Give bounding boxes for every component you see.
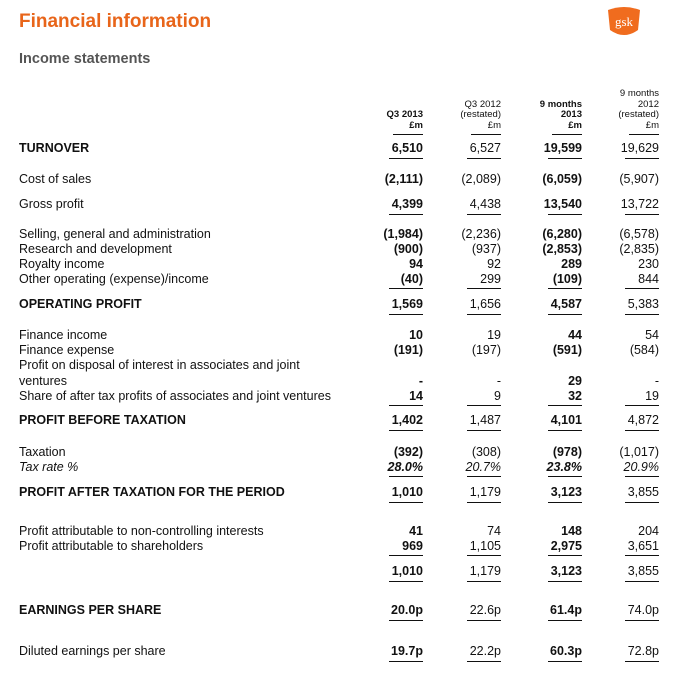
cell-value: 20.9% [623, 460, 659, 474]
cell-value: 3,651 [627, 539, 659, 553]
cell-value: 5,383 [627, 297, 659, 311]
cell-value: 4,438 [469, 197, 501, 211]
subtotal-rule [467, 405, 501, 406]
cell-value: 1,487 [469, 413, 501, 427]
total-rule [389, 314, 423, 315]
subtotal-rule [389, 288, 423, 289]
cell-value: 299 [480, 272, 501, 286]
total-rule [389, 620, 423, 621]
row-label: EARNINGS PER SHARE [19, 603, 162, 617]
total-rule [548, 502, 582, 503]
total-rule [625, 430, 659, 431]
column-header [439, 100, 501, 132]
row-label: Research and development [19, 242, 172, 256]
column-header-line: £m [409, 119, 423, 131]
cell-value: (900) [393, 242, 423, 256]
column-header-line: 2013 [560, 109, 582, 120]
subtotal-rule [389, 405, 423, 406]
cell-value: (6,578) [619, 227, 659, 241]
cell-value: 60.3p [550, 644, 582, 658]
cell-value: 14 [409, 389, 423, 403]
subtotal-rule [467, 476, 501, 477]
subtotal-rule [625, 555, 659, 556]
subtotal-rule [548, 555, 582, 556]
cell-value: - [418, 374, 423, 388]
total-rule [467, 581, 501, 582]
row-label: Finance income [19, 328, 108, 342]
cell-value: 92 [487, 257, 501, 271]
cell-value: 4,872 [627, 413, 659, 427]
cell-value: (937) [471, 242, 501, 256]
subtotal-rule [625, 288, 659, 289]
cell-value: 1,656 [469, 297, 501, 311]
cell-value: 74 [487, 524, 501, 538]
cell-value: 1,179 [469, 485, 501, 499]
total-rule [389, 158, 423, 159]
cell-value: (5,907) [619, 172, 659, 186]
total-rule [389, 581, 423, 582]
cell-value: (2,111) [384, 172, 423, 186]
total-rule [467, 214, 501, 215]
column-header-line: (restated) [618, 109, 659, 120]
cell-value: 148 [561, 524, 582, 538]
cell-value: 41 [409, 524, 423, 538]
cell-value: 72.8p [627, 644, 659, 658]
row-label: Selling, general and administration [19, 227, 211, 241]
cell-value: 19.7p [391, 644, 423, 658]
row-label: Tax rate % [19, 460, 79, 474]
cell-value: (591) [552, 343, 582, 357]
cell-value: (6,059) [542, 172, 582, 186]
total-rule [625, 502, 659, 503]
cell-value: 94 [409, 257, 423, 271]
total-rule [389, 430, 423, 431]
cell-value: 1,569 [391, 297, 423, 311]
row-label: PROFIT AFTER TAXATION FOR THE PERIOD [19, 485, 285, 499]
column-header-line: (restated) [460, 109, 501, 120]
cell-value: 23.8% [546, 460, 582, 474]
cell-value: 19 [645, 389, 659, 403]
cell-value: 19,599 [543, 141, 582, 155]
cell-value: 54 [645, 328, 659, 342]
column-header-line: Q3 2012 [464, 98, 501, 110]
cell-value: 32 [568, 389, 582, 403]
cell-value: 4,587 [550, 297, 582, 311]
row-label: Other operating (expense)/income [19, 272, 209, 286]
total-rule [467, 620, 501, 621]
page-title: Financial information [19, 11, 212, 32]
column-header-rule [629, 134, 659, 135]
row-label: Taxation [19, 445, 66, 459]
total-rule [467, 430, 501, 431]
row-label: OPERATING PROFIT [19, 297, 142, 311]
subtotal-rule [625, 476, 659, 477]
subtotal-rule [548, 288, 582, 289]
cell-value: 204 [638, 524, 659, 538]
subtotal-rule [389, 555, 423, 556]
column-header-rule [393, 134, 423, 135]
row-label: ventures [19, 374, 67, 388]
cell-value: 22.6p [469, 603, 501, 617]
cell-value: 29 [568, 374, 582, 388]
column-header [595, 89, 659, 131]
total-rule [548, 430, 582, 431]
row-label: PROFIT BEFORE TAXATION [19, 413, 186, 427]
row-label: Royalty income [19, 257, 105, 271]
cell-value: (2,089) [461, 172, 501, 186]
row-label: Share of after tax profits of associates and joint ventures [19, 389, 331, 403]
total-rule [467, 502, 501, 503]
cell-value: 13,722 [620, 197, 659, 211]
total-rule [625, 581, 659, 582]
cell-value: (308) [471, 445, 501, 459]
cell-value: (978) [552, 445, 582, 459]
subtotal-rule [548, 476, 582, 477]
cell-value: (1,017) [619, 445, 659, 459]
cell-value: (584) [629, 343, 659, 357]
column-header-line: 2012 [637, 98, 659, 110]
cell-value: 1,402 [391, 413, 423, 427]
cell-value: 969 [402, 539, 423, 553]
cell-value: 1,010 [391, 564, 423, 578]
cell-value: 28.0% [387, 460, 423, 474]
total-rule [389, 502, 423, 503]
total-rule [548, 158, 582, 159]
cell-value: 4,101 [550, 413, 582, 427]
total-rule [548, 620, 582, 621]
total-rule [467, 158, 501, 159]
column-header [520, 100, 582, 132]
cell-value: - [496, 374, 501, 388]
cell-value: 6,510 [391, 141, 423, 155]
cell-value: 61.4p [550, 603, 582, 617]
cell-value: - [654, 374, 659, 388]
total-rule [625, 214, 659, 215]
cell-value: 3,123 [550, 485, 582, 499]
total-rule [625, 661, 659, 662]
total-rule [548, 214, 582, 215]
cell-value: 1,010 [391, 485, 423, 499]
cell-value: (392) [393, 445, 423, 459]
cell-value: (6,280) [542, 227, 582, 241]
subtotal-rule [625, 405, 659, 406]
column-header-line: 9 months [619, 88, 659, 99]
row-label: Diluted earnings per share [19, 644, 166, 658]
total-rule [625, 158, 659, 159]
cell-value: 19,629 [620, 141, 659, 155]
row-label: Cost of sales [19, 172, 92, 186]
total-rule [389, 661, 423, 662]
cell-value: (2,853) [542, 242, 582, 256]
column-header-rule [552, 134, 582, 135]
cell-value: 2,975 [550, 539, 582, 553]
cell-value: 13,540 [543, 197, 582, 211]
row-label: TURNOVER [19, 141, 90, 155]
column-header-rule [471, 134, 501, 135]
subtotal-rule [548, 405, 582, 406]
cell-value: 3,123 [550, 564, 582, 578]
cell-value: 19 [487, 328, 501, 342]
column-header-line: Q3 2013 [386, 109, 423, 120]
cell-value: 289 [561, 257, 582, 271]
row-label: Profit attributable to non-controlling interests [19, 524, 264, 538]
total-rule [548, 661, 582, 662]
row-label: Gross profit [19, 197, 84, 211]
column-header [363, 110, 423, 131]
cell-value: 1,179 [469, 564, 501, 578]
column-header-line: £m [645, 119, 659, 131]
cell-value: 3,855 [627, 485, 659, 499]
cell-value: (2,236) [461, 227, 501, 241]
row-label: Profit attributable to shareholders [19, 539, 204, 553]
total-rule [467, 661, 501, 662]
svg-text:gsk: gsk [614, 14, 634, 29]
total-rule [467, 314, 501, 315]
cell-value: 22.2p [469, 644, 501, 658]
cell-value: (1,984) [383, 227, 423, 241]
total-rule [625, 314, 659, 315]
cell-value: 9 [494, 389, 501, 403]
column-header-line: £m [568, 119, 582, 131]
cell-value: 10 [409, 328, 423, 342]
cell-value: 44 [568, 328, 582, 342]
cell-value: 3,855 [627, 564, 659, 578]
total-rule [548, 581, 582, 582]
cell-value: 6,527 [469, 141, 501, 155]
total-rule [625, 620, 659, 621]
cell-value: (2,835) [619, 242, 659, 256]
cell-value: (109) [552, 272, 582, 286]
cell-value: 844 [638, 272, 659, 286]
cell-value: 4,399 [391, 197, 423, 211]
cell-value: 1,105 [469, 539, 501, 553]
cell-value: (191) [393, 343, 423, 357]
cell-value: 20.0p [391, 603, 423, 617]
gsk-logo [604, 6, 644, 40]
subtotal-rule [467, 288, 501, 289]
column-header-line: £m [487, 119, 501, 131]
total-rule [389, 214, 423, 215]
row-label: Finance expense [19, 343, 115, 357]
subtotal-rule [389, 476, 423, 477]
cell-value: 74.0p [627, 603, 659, 617]
section-subtitle: Income statements [19, 51, 151, 67]
column-header-line: 9 months [539, 98, 582, 110]
total-rule [548, 314, 582, 315]
row-label: Profit on disposal of interest in associates and joint [19, 358, 300, 372]
cell-value: 20.7% [465, 460, 501, 474]
cell-value: (40) [400, 272, 423, 286]
cell-value: (197) [471, 343, 501, 357]
cell-value: 230 [638, 257, 659, 271]
subtotal-rule [467, 555, 501, 556]
